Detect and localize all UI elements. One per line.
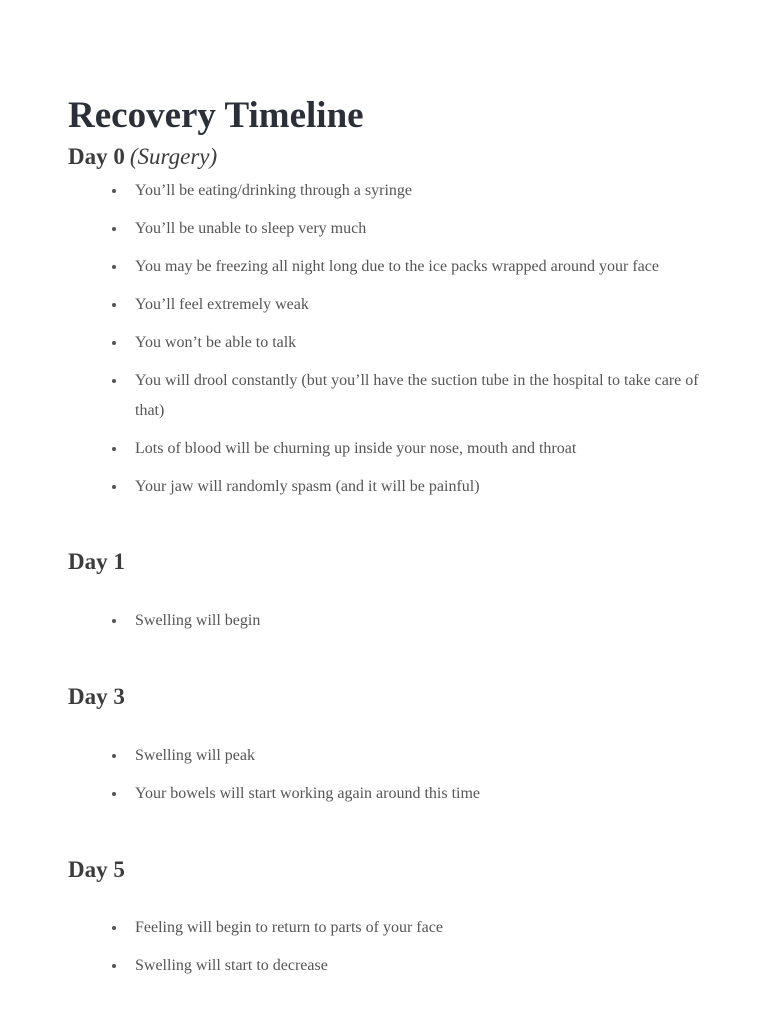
day-1-list (68, 606, 708, 644)
bullet-icon (112, 485, 116, 489)
day-label: Day 5 (68, 857, 125, 882)
list-item-text: Feeling will begin to return to parts of your face (135, 919, 443, 936)
bullet-icon (112, 379, 116, 383)
list-item (68, 741, 708, 771)
list-item-text: Swelling will begin (135, 612, 261, 629)
bullet-icon (112, 792, 116, 796)
list-item-text: Lots of blood will be churning up inside your nose, mouth and throat (135, 440, 577, 457)
bullet-icon (112, 619, 116, 623)
day-note: (Surgery) (129, 144, 218, 169)
list-item-text: You’ll be unable to sleep very much (135, 220, 367, 237)
day-heading-5 (68, 856, 125, 884)
day-heading-3 (68, 683, 125, 711)
list-item (68, 779, 708, 809)
day-5-list (68, 913, 708, 989)
bullet-icon (112, 303, 116, 307)
day-0-list (68, 176, 708, 510)
list-item-text: Swelling will peak (135, 747, 255, 764)
day-3-list (68, 741, 708, 817)
list-item (68, 214, 708, 244)
bullet-icon (112, 341, 116, 345)
bullet-icon (112, 227, 116, 231)
bullet-icon (112, 189, 116, 193)
list-item-text: You’ll feel extremely weak (135, 296, 309, 313)
list-item (68, 472, 708, 502)
list-item (68, 328, 708, 358)
list-item (68, 606, 708, 636)
list-item-text: Swelling will start to decrease (135, 957, 328, 974)
list-item-text: You will drool constantly (but you’ll have the suction tube in the hospital to take care of that) (135, 372, 699, 419)
list-item (68, 366, 708, 426)
list-item (68, 176, 708, 206)
list-item-text: Your bowels will start working again around this time (135, 785, 481, 802)
list-item (68, 252, 708, 282)
day-label: Day 1 (68, 549, 125, 574)
list-item (68, 913, 708, 943)
list-item (68, 434, 708, 464)
day-heading-1 (68, 548, 125, 576)
list-item-text: You won’t be able to talk (135, 334, 297, 351)
page-title: Recovery Timeline (68, 95, 364, 136)
list-item-text: Your jaw will randomly spasm (and it will be painful) (135, 478, 480, 495)
bullet-icon (112, 754, 116, 758)
list-item (68, 290, 708, 320)
day-heading-0 (68, 143, 217, 171)
bullet-icon (112, 447, 116, 451)
day-label: Day 0 (68, 144, 125, 169)
bullet-icon (112, 964, 116, 968)
bullet-icon (112, 265, 116, 269)
list-item-text: You’ll be eating/drinking through a syringe (135, 182, 413, 199)
list-item (68, 951, 708, 981)
list-item-text: You may be freezing all night long due to the ice packs wrapped around your face (135, 258, 659, 275)
bullet-icon (112, 926, 116, 930)
day-label: Day 3 (68, 684, 125, 709)
